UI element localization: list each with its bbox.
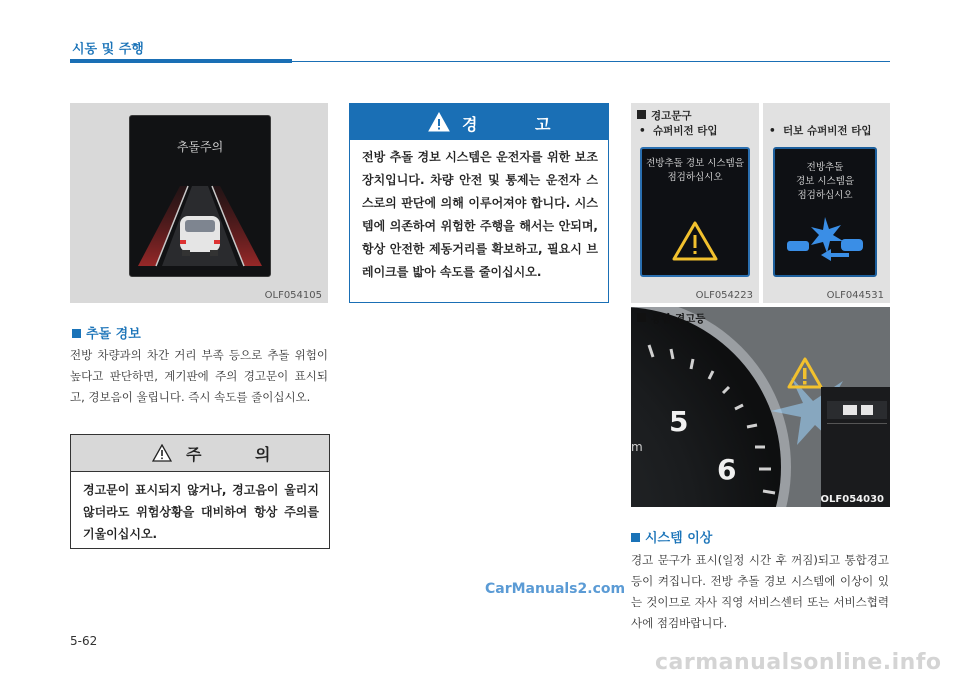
caution-text: 경고문이 표시되지 않거나, 경고음이 울리지 않더라도 위험상황을 대비하여 항상 주의를 기울이십시오.	[83, 483, 319, 541]
figure-code: OLF054223	[695, 290, 753, 301]
watermark-carmanuals2: CarManuals2.com	[485, 581, 626, 597]
figure-supervision-type	[631, 103, 759, 303]
caution-label: 주 의	[186, 445, 295, 464]
warning-header	[350, 104, 608, 140]
header-rule-thick	[70, 59, 292, 63]
figure-collision-warning	[70, 103, 328, 303]
gauge-number-5: 5	[669, 405, 689, 438]
figure-sub-label: • 터보 슈퍼비전 타입	[769, 125, 872, 137]
bullet-square-icon	[637, 110, 646, 119]
figure-code: OLF054105	[264, 290, 322, 301]
bullet-square-icon	[631, 533, 640, 542]
section-title: 시동 및 주행	[72, 42, 144, 57]
heading-system-malfunction: 시스템 이상	[631, 527, 712, 546]
figure-code: OLF044531	[826, 290, 884, 301]
page-number: 5-62	[70, 634, 98, 648]
warning-text: 전방 추돌 경보 시스템은 운전자를 위한 보조 장치입니다. 차량 안전 및 통제는 운전자 스스로의 판단에 의해 이루어져야 합니다. 시스템에 의존하여 위험한 주행을 해서는 안되며, 항상 안전한 제동거리를 확보하고, 필요시 브레이크를 밟아 속도를 줄이십시오.	[362, 150, 598, 279]
figure-code: OLF054030	[820, 494, 884, 505]
bullet-square-icon	[72, 329, 81, 338]
bullet-square-icon	[637, 313, 646, 322]
collision-warning-text: 전방 차량과의 차간 거리 부족 등으로 추돌 위험이 높다고 판단하면, 계기판에 주의 경고문이 표시되고, 경보음이 울립니다. 즉시 속도를 줄이십시오.	[70, 348, 328, 404]
figure-sub-label: • 슈퍼비전 타입	[639, 125, 718, 137]
cluster-screen	[773, 147, 877, 277]
caution-header	[71, 435, 329, 472]
warning-triangle-icon	[672, 221, 718, 261]
watermark-carmanualsonline: carmanualsonline.info	[655, 650, 942, 675]
collision-alert-icon	[783, 215, 867, 265]
header-rule-thin	[292, 61, 890, 62]
car-icon	[180, 216, 220, 256]
car-road-illustration	[130, 116, 270, 276]
screen-line-3: 점검하십시오	[797, 190, 853, 201]
figure-label: 통합 경고등	[637, 311, 705, 326]
figure-group-label: 경고문구	[637, 108, 692, 123]
gauge-unit: m	[631, 440, 643, 454]
screen-title: 추돌주의	[176, 140, 224, 154]
system-malfunction-text: 경고 문구가 표시(일정 시간 후 꺼짐)되고 통합경고등이 켜집니다. 전방 추돌 경보 시스템에 이상이 있는 것이므로 자사 직영 서비스센터 또는 서비스협력사에 점검바랍니다.	[631, 553, 889, 630]
screen-line-1: 전방추돌 경보 시스템을	[646, 158, 744, 169]
cluster-screen	[640, 147, 750, 277]
warning-box	[349, 103, 609, 303]
screen-line-2: 점검하십시오	[667, 172, 723, 183]
figure-turbo-supervision-type	[763, 103, 890, 303]
screen-line-1: 전방추돌	[806, 162, 844, 173]
caution-box	[70, 434, 330, 549]
figure-integrated-warning-light	[631, 307, 890, 507]
warning-triangle-icon	[428, 112, 450, 132]
gauge-number-6: 6	[717, 453, 737, 486]
heading-collision-warning: 추돌 경보	[72, 323, 141, 342]
warning-label: 경 고	[462, 115, 577, 134]
cluster-screen	[129, 115, 271, 277]
screen-line-2: 경보 시스템을	[795, 176, 855, 187]
caution-triangle-icon	[152, 444, 172, 462]
